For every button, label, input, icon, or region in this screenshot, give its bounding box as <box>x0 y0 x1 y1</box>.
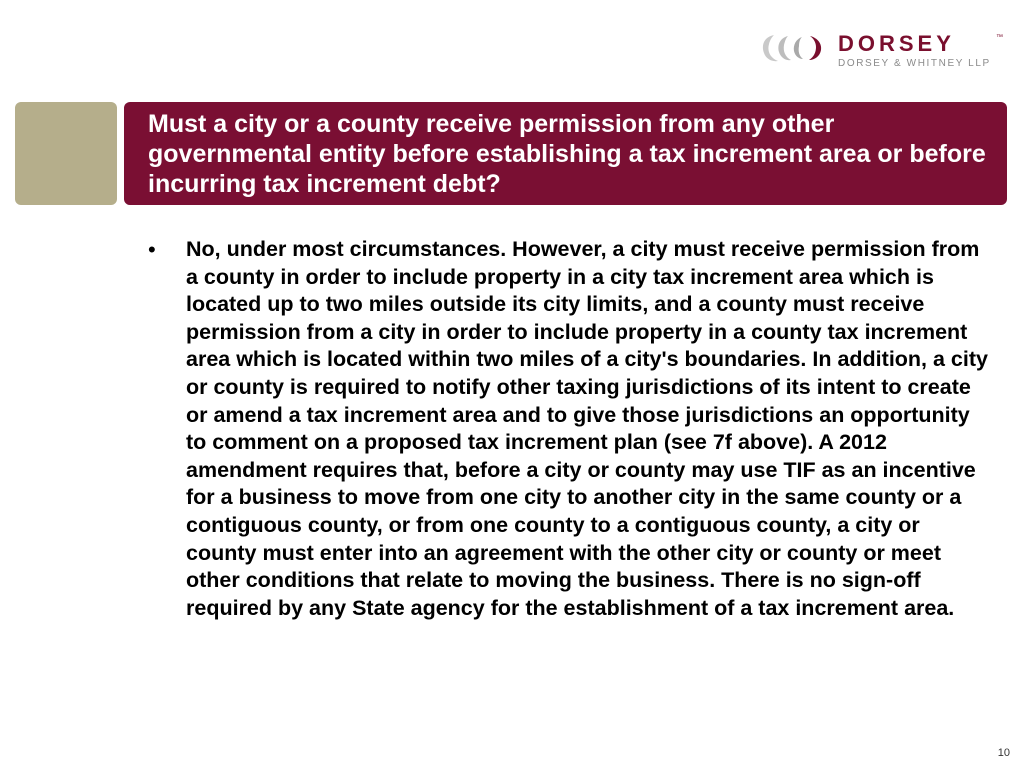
logo-trademark: ™ <box>996 34 1003 41</box>
bullet-marker: • <box>148 237 156 262</box>
logo-wordmark: DORSEY <box>838 31 955 56</box>
dorsey-swoosh-icon <box>760 33 826 63</box>
title-bar <box>124 102 1007 205</box>
slide-title: Must a city or a county receive permission from any other governmental entity before establishing a tax increment area or before incurring tax increment debt? <box>148 110 986 198</box>
bullet-list <box>148 236 994 622</box>
logo-subtitle: DORSEY & WHITNEY LLP <box>838 58 991 69</box>
dorsey-logo <box>760 30 1010 72</box>
bullet-text: No, under most circumstances. However, a city must receive permission from a county in order to include property in a city tax increment area which is located up to two miles outside its city limits, and a county must receive permission from a city in order to include property in a county tax increment area which is located within two miles of a city's boundaries. In addition, a city or county is required to notify other taxing jurisdictions of its intent to create or amend a tax increment area and to give those jurisdictions an opportunity to comment on a proposed tax increment plan (see 7f above). A 2012 amendment requires that, before a city or county may use TIF as an incentive for a business to move from one city to another city in the same county or a contiguous county, or from one county to a contiguous county, a city or county must enter into an agreement with the other city or county or meet other conditions that relate to moving the business. There is no sign-off required by any State agency for the establishment of a tax increment area. <box>186 237 988 620</box>
page-number: 10 <box>997 747 1010 759</box>
accent-block <box>15 102 117 205</box>
list-item <box>148 236 994 622</box>
